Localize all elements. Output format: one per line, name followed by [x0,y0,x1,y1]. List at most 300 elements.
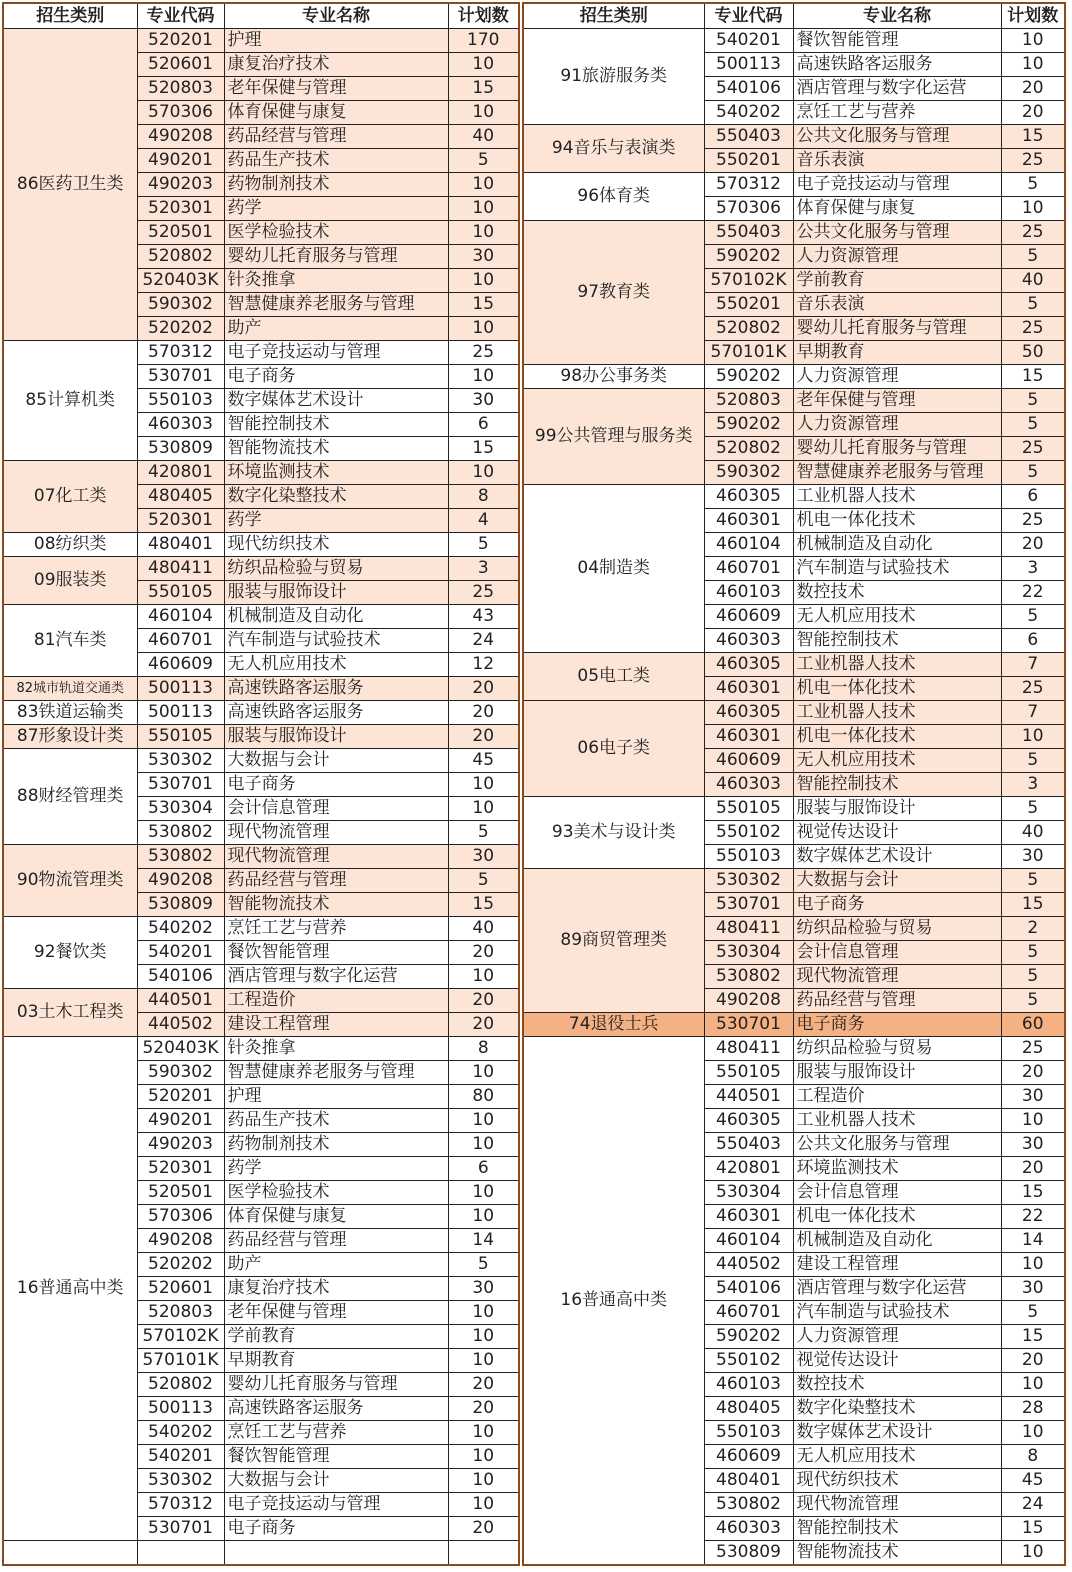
table-row [3,29,519,53]
major-code-cell: 520501 [137,1181,224,1205]
table-row [523,1013,1065,1037]
major-name-cell: 老年保健与管理 [224,1301,448,1325]
table-row [3,677,519,701]
plan-count-cell: 25 [448,341,519,365]
major-name-cell: 药品经营与管理 [224,1229,448,1253]
major-name-cell: 建设工程管理 [793,1253,1001,1277]
major-name-cell: 公共文化服务与管理 [793,221,1001,245]
major-name-cell: 药学 [224,197,448,221]
category-cell: 03土木工程类 [3,989,137,1037]
plan-count-cell: 14 [448,1229,519,1253]
table-row [523,869,1065,893]
plan-count-cell: 10 [448,773,519,797]
plan-count-cell: 10 [448,53,519,77]
major-code-cell: 570101K [704,341,793,365]
major-name-cell: 药学 [224,509,448,533]
major-code-cell: 540202 [137,1421,224,1445]
major-name-cell: 数控技术 [793,581,1001,605]
category-cell: 05电工类 [523,653,704,701]
plan-count-cell: 24 [1001,1493,1065,1517]
major-name-cell: 智能物流技术 [224,437,448,461]
plan-count-cell: 5 [1001,173,1065,197]
plan-count-cell: 10 [448,461,519,485]
table-row [3,341,519,365]
major-name-cell: 烹饪工艺与营养 [224,1421,448,1445]
plan-count-cell: 30 [448,245,519,269]
plan-count-cell: 6 [1001,629,1065,653]
category-cell: 08纺织类 [3,533,137,557]
plan-count-cell: 45 [448,749,519,773]
major-code-cell: 530809 [704,1541,793,1566]
plan-count-cell: 10 [448,1325,519,1349]
major-code-cell: 550103 [137,389,224,413]
empty-cell [137,1541,224,1566]
major-code-cell: 530701 [137,365,224,389]
plan-count-cell: 10 [1001,53,1065,77]
major-code-cell: 570102K [704,269,793,293]
major-name-cell: 药物制剂技术 [224,173,448,197]
plan-count-cell: 4 [448,509,519,533]
major-code-cell: 590302 [704,461,793,485]
plan-count-cell: 5 [1001,461,1065,485]
plan-count-cell: 20 [1001,1157,1065,1181]
category-cell: 93美术与设计类 [523,797,704,869]
major-name-cell: 纺织品检验与贸易 [793,1037,1001,1061]
major-name-cell: 公共文化服务与管理 [793,1133,1001,1157]
major-code-cell: 530802 [704,965,793,989]
category-cell: 74退役士兵 [523,1013,704,1037]
major-name-cell: 现代物流管理 [224,845,448,869]
plan-count-cell: 10 [448,965,519,989]
major-name-cell: 机械制造及自动化 [224,605,448,629]
major-code-cell: 520802 [137,245,224,269]
major-code-cell: 530304 [704,941,793,965]
empty-cell [3,1541,137,1566]
plan-count-cell: 30 [1001,1133,1065,1157]
plan-count-cell: 6 [448,1157,519,1181]
plan-count-cell: 30 [1001,1277,1065,1301]
plan-count-cell: 25 [448,581,519,605]
category-cell: 81汽车类 [3,605,137,677]
plan-count-cell: 10 [448,1301,519,1325]
major-code-cell: 540202 [137,917,224,941]
major-code-cell: 530701 [704,893,793,917]
category-cell: 97教育类 [523,221,704,365]
major-code-cell: 530701 [137,1517,224,1541]
plan-count-cell: 20 [1001,533,1065,557]
major-code-cell: 460303 [704,773,793,797]
plan-count-cell: 20 [1001,1349,1065,1373]
major-name-cell: 医学检验技术 [224,1181,448,1205]
major-code-cell: 520601 [137,1277,224,1301]
major-name-cell: 服装与服饰设计 [793,797,1001,821]
category-cell: 99公共管理与服务类 [523,389,704,485]
plan-count-cell: 20 [1001,1061,1065,1085]
major-code-cell: 550103 [704,1421,793,1445]
category-cell: 09服装类 [3,557,137,605]
major-name-cell: 智能控制技术 [793,629,1001,653]
major-name-cell: 康复治疗技术 [224,53,448,77]
major-name-cell: 智慧健康养老服务与管理 [224,1061,448,1085]
major-code-cell: 520301 [137,1157,224,1181]
plan-count-cell: 5 [448,1253,519,1277]
major-name-cell: 烹饪工艺与营养 [224,917,448,941]
major-name-cell: 服装与服饰设计 [793,1061,1001,1085]
plan-count-cell: 40 [448,125,519,149]
empty-cell [224,1541,448,1566]
major-code-cell: 570312 [704,173,793,197]
major-name-cell: 餐饮智能管理 [224,941,448,965]
plan-count-cell: 5 [1001,749,1065,773]
major-code-cell: 460305 [704,485,793,509]
major-name-cell: 婴幼儿托育服务与管理 [224,1373,448,1397]
major-code-cell: 490208 [137,125,224,149]
major-code-cell: 480405 [704,1397,793,1421]
major-code-cell: 550403 [704,221,793,245]
plan-count-cell: 7 [1001,653,1065,677]
major-code-cell: 540201 [137,1445,224,1469]
major-name-cell: 机械制造及自动化 [793,1229,1001,1253]
major-code-cell: 500113 [704,53,793,77]
plan-count-cell: 3 [448,557,519,581]
major-code-cell: 530802 [137,845,224,869]
plan-count-cell: 10 [1001,1421,1065,1445]
plan-count-cell: 15 [1001,365,1065,389]
major-code-cell: 460701 [704,557,793,581]
major-name-cell: 工业机器人技术 [793,653,1001,677]
plan-count-cell: 25 [1001,437,1065,461]
plan-count-cell: 15 [1001,893,1065,917]
major-name-cell: 烹饪工艺与营养 [793,101,1001,125]
major-name-cell: 会计信息管理 [224,797,448,821]
major-code-cell: 520803 [137,1301,224,1325]
major-name-cell: 电子商务 [224,365,448,389]
major-code-cell: 460104 [704,533,793,557]
major-code-cell: 490203 [137,173,224,197]
plan-count-cell: 25 [1001,149,1065,173]
major-name-cell: 电子竞技运动与管理 [224,1493,448,1517]
plan-count-cell: 15 [1001,1181,1065,1205]
major-code-cell: 530302 [704,869,793,893]
plan-count-cell: 10 [448,269,519,293]
major-code-cell: 540201 [704,29,793,53]
major-code-cell: 490208 [137,1229,224,1253]
major-code-cell: 530304 [137,797,224,821]
major-code-cell: 570101K [137,1349,224,1373]
major-name-cell: 现代纺织技术 [793,1469,1001,1493]
plan-count-cell: 8 [448,1037,519,1061]
major-code-cell: 530701 [704,1013,793,1037]
major-code-cell: 550201 [704,149,793,173]
major-name-cell: 药学 [224,1157,448,1181]
major-name-cell: 护理 [224,1085,448,1109]
major-name-cell: 药品生产技术 [224,1109,448,1133]
major-code-cell: 520803 [137,77,224,101]
major-name-cell: 纺织品检验与贸易 [224,557,448,581]
major-name-cell: 针灸推拿 [224,269,448,293]
major-name-cell: 学前教育 [793,269,1001,293]
plan-count-cell: 5 [1001,797,1065,821]
header-name: 专业名称 [224,3,448,29]
category-cell: 83铁道运输类 [3,701,137,725]
major-code-cell: 590202 [704,1325,793,1349]
major-code-cell: 540201 [137,941,224,965]
table-row [3,605,519,629]
major-code-cell: 550403 [704,1133,793,1157]
major-name-cell: 数字媒体艺术设计 [793,1421,1001,1445]
table-row [523,1037,1065,1061]
plan-count-cell: 10 [448,1349,519,1373]
major-code-cell: 520301 [137,197,224,221]
major-name-cell: 现代物流管理 [793,1493,1001,1517]
major-name-cell: 人力资源管理 [793,365,1001,389]
major-name-cell: 大数据与会计 [224,749,448,773]
major-code-cell: 460104 [137,605,224,629]
major-name-cell: 护理 [224,29,448,53]
plan-count-cell: 15 [1001,1325,1065,1349]
plan-count-cell: 10 [448,1469,519,1493]
plan-count-cell: 15 [448,77,519,101]
category-cell: 91旅游服务类 [523,29,704,125]
plan-count-cell: 30 [448,1277,519,1301]
major-name-cell: 机电一体化技术 [793,1205,1001,1229]
major-code-cell: 590202 [704,413,793,437]
major-name-cell: 机电一体化技术 [793,677,1001,701]
major-code-cell: 530701 [137,773,224,797]
table-row [3,917,519,941]
major-code-cell: 440501 [137,989,224,1013]
major-name-cell: 婴幼儿托育服务与管理 [224,245,448,269]
table-row [3,557,519,581]
plan-count-cell: 3 [1001,557,1065,581]
category-cell: 07化工类 [3,461,137,533]
category-cell: 87形象设计类 [3,725,137,749]
major-code-cell: 520202 [137,317,224,341]
plan-count-cell: 5 [1001,389,1065,413]
major-name-cell: 医学检验技术 [224,221,448,245]
plan-count-cell: 30 [1001,1085,1065,1109]
plan-count-cell: 6 [1001,485,1065,509]
enrollment-table-right [522,2,1066,1566]
major-code-cell: 590302 [137,293,224,317]
plan-count-cell: 5 [448,533,519,557]
major-code-cell: 570306 [704,197,793,221]
major-code-cell: 490201 [137,1109,224,1133]
major-code-cell: 490203 [137,1133,224,1157]
table-row [523,653,1065,677]
major-code-cell: 460303 [704,1517,793,1541]
plan-count-cell: 25 [1001,221,1065,245]
major-code-cell: 460305 [704,653,793,677]
plan-count-cell: 5 [1001,1301,1065,1325]
major-name-cell: 现代纺织技术 [224,533,448,557]
major-name-cell: 电子商务 [793,1013,1001,1037]
major-name-cell: 机电一体化技术 [793,725,1001,749]
major-code-cell: 460305 [704,701,793,725]
plan-count-cell: 20 [448,1517,519,1541]
table-row [523,485,1065,509]
major-name-cell: 针灸推拿 [224,1037,448,1061]
category-cell: 92餐饮类 [3,917,137,989]
major-code-cell: 500113 [137,701,224,725]
major-name-cell: 早期教育 [793,341,1001,365]
major-code-cell: 460701 [137,629,224,653]
table-row [3,1037,519,1061]
major-code-cell: 530304 [704,1181,793,1205]
major-code-cell: 550103 [704,845,793,869]
plan-count-cell: 10 [448,317,519,341]
plan-count-cell: 30 [448,389,519,413]
plan-count-cell: 14 [1001,1229,1065,1253]
major-name-cell: 体育保健与康复 [224,101,448,125]
plan-count-cell: 20 [448,1397,519,1421]
major-name-cell: 数字媒体艺术设计 [224,389,448,413]
category-cell: 94音乐与表演类 [523,125,704,173]
major-code-cell: 480405 [137,485,224,509]
major-name-cell: 智能控制技术 [793,1517,1001,1541]
plan-count-cell: 3 [1001,773,1065,797]
category-cell: 04制造类 [523,485,704,653]
major-code-cell: 440502 [704,1253,793,1277]
major-code-cell: 520202 [137,1253,224,1277]
major-name-cell: 助产 [224,317,448,341]
major-code-cell: 490208 [137,869,224,893]
major-name-cell: 服装与服饰设计 [224,725,448,749]
plan-count-cell: 10 [448,221,519,245]
major-name-cell: 机械制造及自动化 [793,533,1001,557]
category-cell: 90物流管理类 [3,845,137,917]
major-name-cell: 汽车制造与试验技术 [224,629,448,653]
category-cell: 96体育类 [523,173,704,221]
major-code-cell: 530302 [137,749,224,773]
major-name-cell: 电子竞技运动与管理 [224,341,448,365]
plan-count-cell: 45 [1001,1469,1065,1493]
major-code-cell: 420801 [137,461,224,485]
plan-count-cell: 40 [448,917,519,941]
plan-count-cell: 25 [1001,509,1065,533]
major-code-cell: 480411 [137,557,224,581]
plan-count-cell: 15 [448,437,519,461]
major-code-cell: 570306 [137,1205,224,1229]
table-row [523,221,1065,245]
major-name-cell: 人力资源管理 [793,413,1001,437]
enrollment-plan-tables [2,2,1066,1566]
header-category: 招生类别 [523,3,704,29]
plan-count-cell: 5 [448,869,519,893]
category-cell: 16普通高中类 [3,1037,137,1541]
major-name-cell: 会计信息管理 [793,941,1001,965]
plan-count-cell: 5 [1001,965,1065,989]
plan-count-cell: 20 [448,1373,519,1397]
major-name-cell: 智能物流技术 [224,893,448,917]
major-name-cell: 音乐表演 [793,293,1001,317]
major-code-cell: 480411 [704,917,793,941]
major-name-cell: 药品经营与管理 [793,989,1001,1013]
plan-count-cell: 15 [448,893,519,917]
plan-count-cell: 5 [1001,245,1065,269]
major-name-cell: 餐饮智能管理 [793,29,1001,53]
major-name-cell: 体育保健与康复 [793,197,1001,221]
major-name-cell: 智能控制技术 [224,413,448,437]
table-row [3,989,519,1013]
major-code-cell: 460301 [704,1205,793,1229]
major-name-cell: 药物制剂技术 [224,1133,448,1157]
major-name-cell: 公共文化服务与管理 [793,125,1001,149]
major-code-cell: 460301 [704,725,793,749]
plan-count-cell: 40 [1001,269,1065,293]
plan-count-cell: 20 [448,677,519,701]
major-code-cell: 520802 [704,437,793,461]
major-code-cell: 530809 [137,893,224,917]
empty-cell [448,1541,519,1566]
table-row [523,125,1065,149]
plan-count-cell: 80 [448,1085,519,1109]
major-name-cell: 工业机器人技术 [793,701,1001,725]
major-name-cell: 电子商务 [224,773,448,797]
table-row [3,701,519,725]
major-name-cell: 人力资源管理 [793,1325,1001,1349]
major-code-cell: 460103 [704,581,793,605]
plan-count-cell: 10 [448,1181,519,1205]
plan-count-cell: 30 [448,845,519,869]
major-code-cell: 570312 [137,1493,224,1517]
table-row [523,797,1065,821]
major-code-cell: 570102K [137,1325,224,1349]
header-row [3,3,519,29]
major-code-cell: 440502 [137,1013,224,1037]
major-code-cell: 520802 [137,1373,224,1397]
table-row [523,29,1065,53]
empty-row [3,1541,519,1566]
plan-count-cell: 10 [448,797,519,821]
table-row [523,701,1065,725]
plan-count-cell: 20 [448,701,519,725]
major-name-cell: 会计信息管理 [793,1181,1001,1205]
major-code-cell: 460609 [704,605,793,629]
plan-count-cell: 10 [1001,29,1065,53]
major-code-cell: 460701 [704,1301,793,1325]
plan-count-cell: 10 [448,365,519,389]
category-cell: 88财经管理类 [3,749,137,845]
major-name-cell: 电子竞技运动与管理 [793,173,1001,197]
table-row [3,461,519,485]
plan-count-cell: 12 [448,653,519,677]
plan-count-cell: 5 [448,821,519,845]
table-row [523,173,1065,197]
plan-count-cell: 25 [1001,677,1065,701]
major-name-cell: 工程造价 [224,989,448,1013]
plan-count-cell: 10 [448,1109,519,1133]
plan-count-cell: 10 [1001,1109,1065,1133]
major-code-cell: 520802 [704,317,793,341]
plan-count-cell: 15 [1001,125,1065,149]
header-count: 计划数 [448,3,519,29]
plan-count-cell: 20 [1001,101,1065,125]
major-code-cell: 440501 [704,1085,793,1109]
major-code-cell: 550105 [137,725,224,749]
major-code-cell: 540106 [137,965,224,989]
plan-count-cell: 24 [448,629,519,653]
table-row [3,845,519,869]
plan-count-cell: 2 [1001,917,1065,941]
table-row [523,365,1065,389]
major-name-cell: 机电一体化技术 [793,509,1001,533]
major-code-cell: 520301 [137,509,224,533]
plan-count-cell: 20 [1001,77,1065,101]
major-code-cell: 520201 [137,1085,224,1109]
major-name-cell: 药品生产技术 [224,149,448,173]
plan-count-cell: 5 [1001,293,1065,317]
